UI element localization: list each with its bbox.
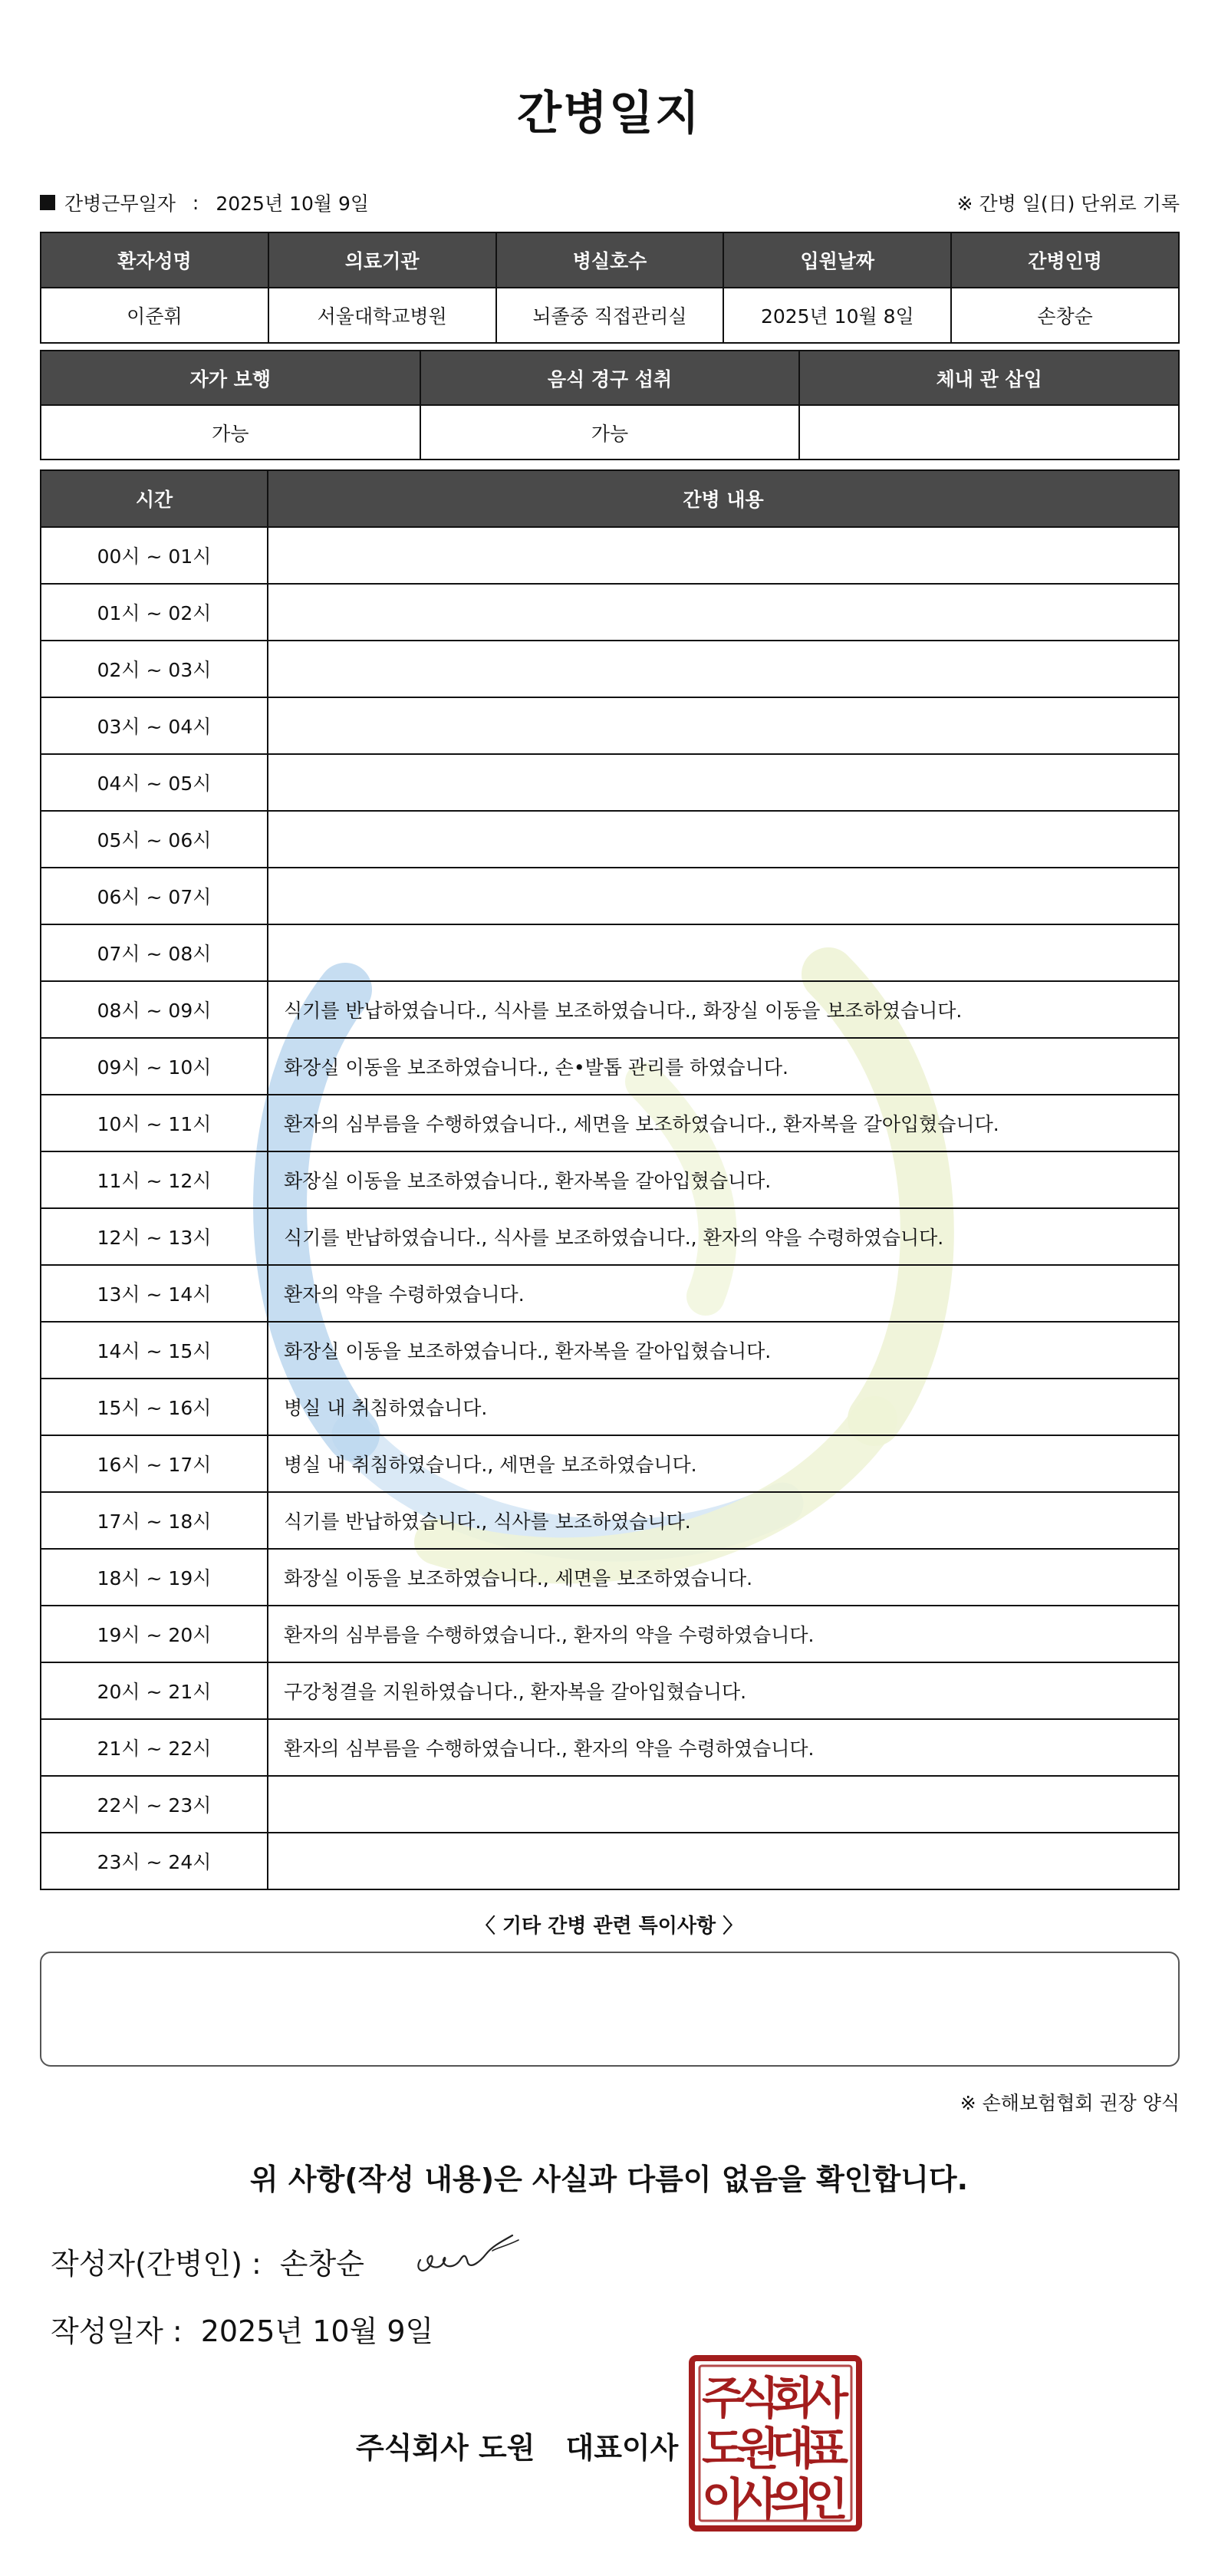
content-cell: 병실 내 취침하였습니다. <box>268 1379 1179 1435</box>
time-cell: 08시 ~ 09시 <box>41 981 268 1038</box>
content-cell: 식기를 반납하였습니다., 식사를 보조하였습니다., 화장실 이동을 보조하였습니다. <box>268 981 1179 1038</box>
time-cell: 14시 ~ 15시 <box>41 1322 268 1379</box>
svg-text:식: 식 <box>736 2372 780 2424</box>
oral-intake-value: 가능 <box>420 405 800 460</box>
svg-text:주: 주 <box>701 2372 746 2424</box>
time-cell: 00시 ~ 01시 <box>41 527 268 584</box>
time-cell: 02시 ~ 03시 <box>41 641 268 697</box>
svg-text:원: 원 <box>736 2423 780 2475</box>
header-oral-intake: 음식 경구 섭취 <box>420 351 800 405</box>
time-cell: 20시 ~ 21시 <box>41 1662 268 1719</box>
time-cell: 18시 ~ 19시 <box>41 1549 268 1606</box>
time-cell: 21시 ~ 22시 <box>41 1719 268 1776</box>
admission-date: 2025년 10월 8일 <box>723 288 951 343</box>
time-cell: 10시 ~ 11시 <box>41 1095 268 1151</box>
svg-text:의: 의 <box>770 2473 815 2525</box>
table-row <box>41 1833 1179 1889</box>
content-cell <box>268 1833 1179 1889</box>
company-title: 대표이사 <box>565 2431 679 2465</box>
writer-name: 손창순 <box>279 2247 364 2281</box>
time-cell: 07시 ~ 08시 <box>41 924 268 981</box>
svg-text:사: 사 <box>805 2372 849 2424</box>
svg-text:인: 인 <box>805 2473 849 2525</box>
writer-label: 작성자(간병인) : <box>51 2247 262 2281</box>
written-date-label: 작성일자 : <box>51 2314 183 2348</box>
content-cell: 환자의 심부름을 수행하였습니다., 환자의 약을 수령하였습니다. <box>268 1719 1179 1776</box>
header-time: 시간 <box>41 470 268 527</box>
content-cell: 화장실 이동을 보조하였습니다., 환자복을 갈아입혔습니다. <box>268 1151 1179 1208</box>
time-cell: 05시 ~ 06시 <box>41 811 268 868</box>
table-row <box>41 1095 1179 1151</box>
time-cell: 04시 ~ 05시 <box>41 754 268 811</box>
content-cell <box>268 924 1179 981</box>
time-cell: 19시 ~ 20시 <box>41 1606 268 1662</box>
svg-text:도: 도 <box>701 2423 746 2475</box>
self-walking-value: 가능 <box>41 405 420 460</box>
svg-text:대: 대 <box>770 2423 815 2475</box>
table-row <box>41 697 1179 754</box>
content-cell <box>268 697 1179 754</box>
content-cell: 환자의 약을 수령하였습니다. <box>268 1265 1179 1322</box>
content-cell <box>268 868 1179 924</box>
writer-row <box>51 2240 364 2282</box>
content-cell: 환자의 심부름을 수행하였습니다., 환자의 약을 수령하였습니다. <box>268 1606 1179 1662</box>
content-cell <box>268 584 1179 641</box>
confirmation-statement: 위 사항(작성 내용)은 사실과 다름이 없음을 확인합니다. <box>249 2163 969 2196</box>
table-row <box>41 811 1179 868</box>
unit-note: ※ 간병 일(日) 단위로 기록 <box>956 193 1180 215</box>
time-cell: 23시 ~ 24시 <box>41 1833 268 1889</box>
header-self-walking: 자가 보행 <box>41 351 420 405</box>
table-row <box>41 981 1179 1038</box>
content-cell: 환자의 심부름을 수행하였습니다., 세면을 보조하였습니다., 환자복을 갈아입혔습니다. <box>268 1095 1179 1151</box>
patient-info-table <box>40 232 1180 344</box>
table-row <box>41 1492 1179 1549</box>
work-date-value: 2025년 10월 9일 <box>216 193 370 215</box>
meta-row <box>40 187 1180 218</box>
table-row <box>41 1208 1179 1265</box>
table-row <box>41 1322 1179 1379</box>
work-date-separator: : <box>192 191 199 214</box>
header-caregiver-name: 간병인명 <box>951 232 1179 288</box>
content-cell: 화장실 이동을 보조하였습니다., 환자복을 갈아입혔습니다. <box>268 1322 1179 1379</box>
form-note: ※ 손해보험협회 권장 양식 <box>960 2092 1180 2114</box>
time-cell: 03시 ~ 04시 <box>41 697 268 754</box>
square-bullet-icon <box>40 195 55 210</box>
time-cell: 15시 ~ 16시 <box>41 1379 268 1435</box>
content-cell: 식기를 반납하였습니다., 식사를 보조하였습니다. <box>268 1492 1179 1549</box>
content-cell <box>268 641 1179 697</box>
time-cell: 12시 ~ 13시 <box>41 1208 268 1265</box>
table-row <box>41 1776 1179 1833</box>
notes-box <box>40 1952 1180 2067</box>
notes-title: 〈 기타 간병 관련 특이사항 〉 <box>475 1915 743 1938</box>
patient-name: 이준휘 <box>41 288 268 343</box>
patient-status-table <box>40 350 1180 460</box>
written-date-row <box>51 2308 433 2350</box>
caregiver-name: 손창순 <box>951 288 1179 343</box>
time-cell: 09시 ~ 10시 <box>41 1038 268 1095</box>
content-cell: 식기를 반납하였습니다., 식사를 보조하였습니다., 환자의 약을 수령하였습니다. <box>268 1208 1179 1265</box>
table-row <box>41 924 1179 981</box>
table-row <box>41 1662 1179 1719</box>
work-date-group <box>40 189 369 216</box>
svg-text:사: 사 <box>736 2473 780 2525</box>
content-cell <box>268 754 1179 811</box>
company-seal-stamp <box>689 2355 862 2532</box>
content-cell: 화장실 이동을 보조하였습니다., 손•발톱 관리를 하였습니다. <box>268 1038 1179 1095</box>
content-cell: 화장실 이동을 보조하였습니다., 세면을 보조하였습니다. <box>268 1549 1179 1606</box>
table-row <box>41 868 1179 924</box>
header-room: 병실호수 <box>496 232 724 288</box>
header-hospital: 의료기관 <box>268 232 496 288</box>
table-row <box>41 1265 1179 1322</box>
written-date-value: 2025년 10월 9일 <box>200 2314 434 2348</box>
page-title: 간병일지 <box>517 87 701 140</box>
time-cell: 16시 ~ 17시 <box>41 1435 268 1492</box>
header-patient-name: 환자성명 <box>41 232 268 288</box>
content-cell <box>268 527 1179 584</box>
work-date-label: 간병근무일자 <box>64 193 176 215</box>
table-row <box>41 584 1179 641</box>
svg-text:표: 표 <box>805 2423 849 2475</box>
time-cell: 13시 ~ 14시 <box>41 1265 268 1322</box>
header-tube-insertion: 체내 관 삽입 <box>799 351 1179 405</box>
table-row <box>41 527 1179 584</box>
time-cell: 17시 ~ 18시 <box>41 1492 268 1549</box>
time-cell: 11시 ~ 12시 <box>41 1151 268 1208</box>
time-cell: 06시 ~ 07시 <box>41 868 268 924</box>
company-line <box>356 2424 678 2466</box>
time-cell: 22시 ~ 23시 <box>41 1776 268 1833</box>
svg-text:이: 이 <box>701 2473 746 2525</box>
content-cell <box>268 811 1179 868</box>
room-number: 뇌졸중 직접관리실 <box>496 288 724 343</box>
company-name: 주식회사 도원 <box>356 2431 535 2465</box>
table-row <box>41 1549 1179 1606</box>
hospital-name: 서울대학교병원 <box>268 288 496 343</box>
svg-text:회: 회 <box>770 2372 815 2424</box>
table-row <box>41 641 1179 697</box>
table-row <box>41 1038 1179 1095</box>
header-care-content: 간병 내용 <box>268 470 1179 527</box>
care-log-table <box>40 469 1180 1890</box>
tube-insertion-value <box>799 405 1179 460</box>
handwritten-signature <box>407 2225 529 2286</box>
content-cell <box>268 1776 1179 1833</box>
time-cell: 01시 ~ 02시 <box>41 584 268 641</box>
content-cell: 병실 내 취침하였습니다., 세면을 보조하였습니다. <box>268 1435 1179 1492</box>
table-row <box>41 1151 1179 1208</box>
content-cell: 구강청결을 지원하였습니다., 환자복을 갈아입혔습니다. <box>268 1662 1179 1719</box>
table-row <box>41 1606 1179 1662</box>
table-row <box>41 1435 1179 1492</box>
header-admission-date: 입원날짜 <box>723 232 951 288</box>
table-row <box>41 1719 1179 1776</box>
table-row <box>41 754 1179 811</box>
table-row <box>41 1379 1179 1435</box>
